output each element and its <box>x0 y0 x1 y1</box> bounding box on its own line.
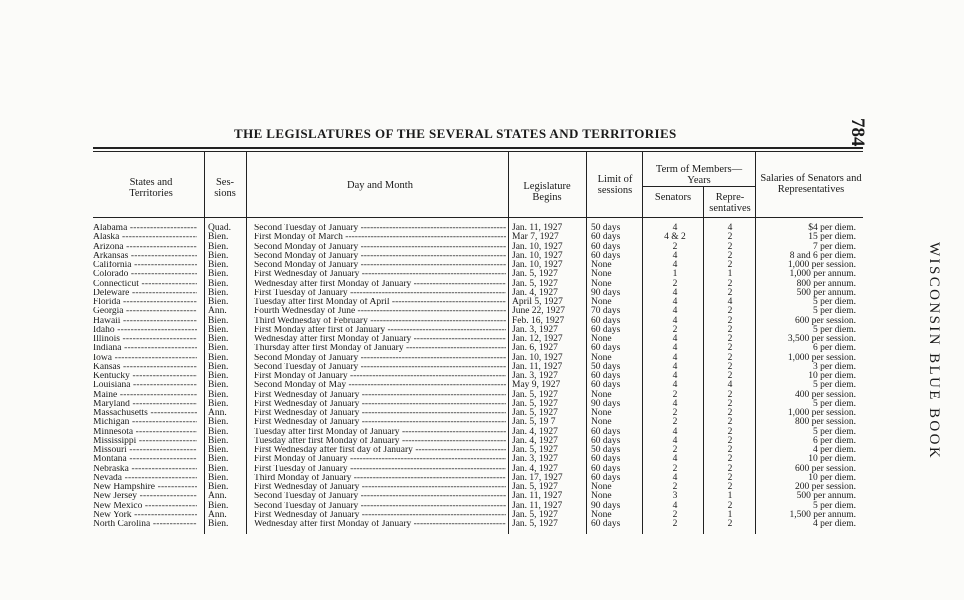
session-type: Quad. <box>208 223 231 233</box>
day-and-month: Tuesday after first Monday of April ----- <box>254 298 506 308</box>
salary: 4 per diem. <box>812 519 856 529</box>
session-limit: None <box>591 509 612 520</box>
salary: 10 per diem. <box>808 371 856 381</box>
session-type: Ann. <box>208 491 227 502</box>
table-top-rule <box>93 147 863 149</box>
senators-term: 4 <box>672 306 678 317</box>
salary: 1,000 per session. <box>787 260 856 270</box>
senators-term: 2 <box>672 278 678 289</box>
session-limit: 60 days <box>591 519 621 529</box>
senators-term: 2 <box>672 463 678 474</box>
session-limit: None <box>591 417 612 428</box>
session-limit: None <box>591 297 612 307</box>
state-name: Illinois ----- <box>93 335 197 345</box>
session-type: Bien. <box>208 260 229 270</box>
day-and-month: Tuesday after first Monday of January ----- <box>254 437 506 447</box>
day-and-month: First Monday of March ----- <box>254 233 506 243</box>
session-limit: 60 days <box>591 472 621 483</box>
term-subheader-rule <box>642 186 755 187</box>
legislature-begins: Jan. 11, 1927 <box>512 361 563 372</box>
representatives-term: 2 <box>727 408 733 418</box>
salary: 4 per diem. <box>812 445 856 455</box>
session-type: Bien. <box>208 269 229 280</box>
representatives-term: 1 <box>727 491 733 502</box>
session-limit: 60 days <box>591 232 621 243</box>
day-and-month: Third Wednesday of February ----- <box>254 317 506 327</box>
legislature-begins: Jan. 4, 1927 <box>512 463 558 474</box>
day-and-month: Second Monday of January ----- <box>254 354 506 364</box>
representatives-term: 2 <box>727 306 733 317</box>
representatives-term: 2 <box>727 463 733 474</box>
day-and-month: Second Tuesday of January ----- <box>254 492 506 502</box>
salary: 1,000 per annum. <box>789 269 856 280</box>
header-day-month: Day and Month <box>347 180 413 191</box>
session-type: Bien. <box>208 398 229 409</box>
session-type: Bien. <box>208 278 229 289</box>
representatives-term: 2 <box>727 371 733 381</box>
state-name: New Hampshire ----- <box>93 483 197 493</box>
session-limit: 60 days <box>591 454 621 465</box>
state-name: Hawaii ----- <box>93 317 197 327</box>
representatives-term: 2 <box>727 482 733 492</box>
representatives-term: 2 <box>727 241 733 252</box>
salary: 200 per session. <box>795 482 856 492</box>
session-type: Bien. <box>208 371 229 381</box>
state-name: Alaska ----- <box>93 233 197 243</box>
legislature-begins: Jan. 4, 1927 <box>512 287 558 298</box>
session-limit: None <box>591 408 612 418</box>
senators-term: 4 <box>672 315 678 326</box>
legislature-begins: Feb. 16, 1927 <box>512 315 565 326</box>
state-name: Louisiana ----- <box>93 381 197 391</box>
senators-term: 4 <box>672 361 678 372</box>
legislature-begins: June 22, 1927 <box>512 306 566 317</box>
representatives-term: 4 <box>727 223 733 233</box>
session-limit: 60 days <box>591 426 621 437</box>
session-limit: 60 days <box>591 315 621 326</box>
salary: 6 per diem. <box>812 343 856 354</box>
session-type: Bien. <box>208 472 229 483</box>
representatives-term: 2 <box>727 398 733 409</box>
day-and-month: Wednesday after first Monday of January ----- <box>254 335 506 345</box>
state-name: Arizona ----- <box>93 243 197 253</box>
session-type: Bien. <box>208 463 229 474</box>
day-and-month: Second Monday of January ----- <box>254 243 506 253</box>
session-type: Ann. <box>208 408 227 418</box>
legislature-begins: Jan. 5, 19 7 <box>512 417 556 428</box>
legislature-begins: May 9, 1927 <box>512 380 561 391</box>
legislature-begins: Jan. 6, 1927 <box>512 343 558 354</box>
representatives-term: 2 <box>727 417 733 428</box>
session-limit: 50 days <box>591 223 621 233</box>
representatives-term: 4 <box>727 297 733 307</box>
legislature-begins: Jan. 11, 1927 <box>512 500 563 511</box>
representatives-term: 2 <box>727 454 733 465</box>
salary: 1,500 per annum. <box>789 509 856 520</box>
session-limit: 70 days <box>591 306 621 317</box>
representatives-term: 2 <box>727 287 733 298</box>
state-name: Florida ----- <box>93 298 197 308</box>
header-bottom-rule <box>93 217 863 218</box>
state-name: New Jersey ----- <box>93 492 197 502</box>
day-and-month: First Wednesday of January ----- <box>254 418 506 428</box>
state-name: Michigan ----- <box>93 418 197 428</box>
header-representatives: Repre- sentatives <box>709 192 751 214</box>
representatives-term: 2 <box>727 426 733 437</box>
senators-term: 3 <box>672 491 678 502</box>
legislature-begins: Jan. 10, 1927 <box>512 352 563 363</box>
session-limit: 90 days <box>591 398 621 409</box>
state-name: Minnesota ----- <box>93 428 197 438</box>
senators-term: 4 <box>672 472 678 483</box>
session-type: Bien. <box>208 435 229 446</box>
salary: 500 per annum. <box>796 287 856 298</box>
session-type: Bien. <box>208 352 229 363</box>
legislature-begins: Mar 7, 1927 <box>512 232 559 243</box>
salary: 10 per diem. <box>808 454 856 465</box>
senators-term: 4 <box>672 223 678 233</box>
legislature-begins: Jan. 5, 1927 <box>512 269 558 280</box>
senators-term: 4 <box>672 426 678 437</box>
representatives-term: 2 <box>727 315 733 326</box>
senators-term: 4 <box>672 454 678 465</box>
day-and-month: Second Tuesday of January ----- <box>254 363 506 373</box>
state-name: Nevada ----- <box>93 474 197 484</box>
state-name: Idaho ----- <box>93 326 197 336</box>
session-type: Bien. <box>208 454 229 465</box>
senators-term: 4 <box>672 352 678 363</box>
session-type: Bien. <box>208 343 229 354</box>
session-limit: None <box>591 491 612 502</box>
session-limit: None <box>591 389 612 400</box>
senators-term: 2 <box>672 445 678 455</box>
session-type: Bien. <box>208 500 229 511</box>
senators-term: 4 <box>672 380 678 391</box>
representatives-term: 1 <box>727 509 733 520</box>
salary: 5 per diem. <box>812 398 856 409</box>
senators-term: 2 <box>672 241 678 252</box>
salary: 15 per diem. <box>808 232 856 243</box>
session-limit: 50 days <box>591 445 621 455</box>
session-limit: None <box>591 352 612 363</box>
representatives-term: 2 <box>727 334 733 344</box>
day-and-month: First Tuesday of January ----- <box>254 289 506 299</box>
state-name: Nebraska ----- <box>93 465 197 475</box>
senators-term: 1 <box>672 269 678 280</box>
senators-term: 4 <box>672 260 678 270</box>
session-type: Bien. <box>208 324 229 335</box>
state-name: Colorado ----- <box>93 270 197 280</box>
header-sessions: Ses- sions <box>214 177 236 199</box>
session-limit: None <box>591 260 612 270</box>
legislature-begins: Jan. 5, 1927 <box>512 509 558 520</box>
legislature-begins: Jan. 17, 1927 <box>512 472 563 483</box>
header-states: States and Territories <box>129 177 173 199</box>
header-limit: Limit of sessions <box>597 174 633 196</box>
salary: 500 per annum. <box>796 491 856 502</box>
representatives-term: 2 <box>727 250 733 261</box>
session-type: Bien. <box>208 519 229 529</box>
day-and-month: Second Monday of May ----- <box>254 381 506 391</box>
session-type: Bien. <box>208 241 229 252</box>
session-type: Bien. <box>208 232 229 243</box>
representatives-term: 2 <box>727 435 733 446</box>
legislature-begins: Jan. 11, 1927 <box>512 491 563 502</box>
senators-term: 4 <box>672 250 678 261</box>
salary: 1,000 per session. <box>787 408 856 418</box>
senators-term: 2 <box>672 417 678 428</box>
representatives-term: 2 <box>727 389 733 400</box>
session-limit: 60 days <box>591 380 621 391</box>
state-name: Maryland ----- <box>93 400 197 410</box>
session-type: Bien. <box>208 315 229 326</box>
legislature-begins: Jan. 4, 1927 <box>512 435 558 446</box>
senators-term: 4 <box>672 297 678 307</box>
session-limit: 60 days <box>591 463 621 474</box>
salary: 7 per diem. <box>812 241 856 252</box>
day-and-month: First Wednesday of January ----- <box>254 391 506 401</box>
day-and-month: Second Monday of January ----- <box>254 261 506 271</box>
senators-term: 4 <box>672 500 678 511</box>
representatives-term: 2 <box>727 352 733 363</box>
salary: 800 per session. <box>795 417 856 428</box>
legislature-begins: Jan. 11, 1927 <box>512 223 563 233</box>
session-type: Ann. <box>208 509 227 520</box>
senators-term: 4 <box>672 435 678 446</box>
salary: 3,500 per session. <box>787 334 856 344</box>
representatives-term: 2 <box>727 260 733 270</box>
salary: 5 per diem. <box>812 426 856 437</box>
senators-term: 4 <box>672 371 678 381</box>
session-type: Ann. <box>208 306 227 317</box>
salary: 5 per diem. <box>812 380 856 391</box>
state-name: Deleware ----- <box>93 289 197 299</box>
legislature-begins: Jan. 10, 1927 <box>512 260 563 270</box>
day-and-month: First Wednesday of January ----- <box>254 511 506 521</box>
session-type: Bien. <box>208 250 229 261</box>
session-type: Bien. <box>208 426 229 437</box>
legislature-begins: Jan. 3, 1927 <box>512 454 558 465</box>
salary: 5 per diem. <box>812 500 856 511</box>
senators-term: 4 <box>672 334 678 344</box>
day-and-month: Wednesday after first Monday of January ----- <box>254 520 506 530</box>
day-and-month: Wednesday after first Monday of January ----- <box>254 280 506 290</box>
page-number: 784 <box>847 118 868 147</box>
legislature-begins: Jan. 3, 1927 <box>512 371 558 381</box>
day-and-month: First Tuesday of January ----- <box>254 465 506 475</box>
state-name: Maine ----- <box>93 391 197 401</box>
state-name: Arkansas ----- <box>93 252 197 262</box>
legislature-begins: Jan. 5, 1927 <box>512 445 558 455</box>
state-name: Missouri ----- <box>93 446 197 456</box>
session-type: Bien. <box>208 334 229 344</box>
salary: 400 per session. <box>795 389 856 400</box>
legislature-begins: Jan. 4, 1927 <box>512 426 558 437</box>
table-row <box>0 520 964 529</box>
senators-term: 2 <box>672 389 678 400</box>
session-limit: 60 days <box>591 343 621 354</box>
representatives-term: 2 <box>727 519 733 529</box>
legislature-begins: April 5, 1927 <box>512 297 563 307</box>
session-limit: 60 days <box>591 371 621 381</box>
day-and-month: First Wednesday of January ----- <box>254 483 506 493</box>
header-legislature: Legislature Begins <box>523 181 571 203</box>
session-limit: None <box>591 278 612 289</box>
legislature-begins: Jan. 12, 1927 <box>512 334 563 344</box>
salary: 8 and 6 per diem. <box>789 250 856 261</box>
session-limit: 50 days <box>591 361 621 372</box>
representatives-term: 2 <box>727 361 733 372</box>
day-and-month: Second Monday of January ----- <box>254 252 506 262</box>
representatives-term: 2 <box>727 324 733 335</box>
legislature-begins: Jan. 10, 1927 <box>512 250 563 261</box>
header-term: Term of Members— Years <box>655 164 743 186</box>
salary: 800 per annum. <box>796 278 856 289</box>
session-limit: None <box>591 269 612 280</box>
legislature-begins: Jan. 3, 1927 <box>512 324 558 335</box>
session-type: Bien. <box>208 417 229 428</box>
state-name: Kansas ----- <box>93 363 197 373</box>
session-limit: None <box>591 334 612 344</box>
salary: 10 per diem. <box>808 472 856 483</box>
state-name: North Carolina ----- <box>93 520 197 530</box>
senators-term: 4 <box>672 398 678 409</box>
page-title: THE LEGISLATURES OF THE SEVERAL STATES AND TERRITORIES <box>234 126 677 141</box>
state-name: Alabama ----- <box>93 224 197 234</box>
legislature-begins: Jan. 5, 1927 <box>512 278 558 289</box>
state-name: New Mexico ----- <box>93 502 197 512</box>
representatives-term: 2 <box>727 445 733 455</box>
session-limit: 60 days <box>591 241 621 252</box>
state-name: Connecticut ----- <box>93 280 197 290</box>
salary: 600 per session. <box>795 463 856 474</box>
salary: 600 per session. <box>795 315 856 326</box>
representatives-term: 1 <box>727 269 733 280</box>
salary: 5 per diem. <box>812 306 856 317</box>
session-limit: 60 days <box>591 435 621 446</box>
day-and-month: First Monday after first of January ----- <box>254 326 506 336</box>
senators-term: 2 <box>672 519 678 529</box>
state-name: Georgia ----- <box>93 307 197 317</box>
session-limit: None <box>591 482 612 492</box>
salary: 6 per diem. <box>812 435 856 446</box>
session-type: Bien. <box>208 389 229 400</box>
state-name: California ----- <box>93 261 197 271</box>
day-and-month: First Monday of January ----- <box>254 372 506 382</box>
header-senators: Senators <box>654 192 692 203</box>
day-and-month: First Wednesday of January ----- <box>254 400 506 410</box>
legislature-begins: Jan. 5, 1927 <box>512 519 558 529</box>
legislature-begins: Jan. 5, 1927 <box>512 482 558 492</box>
legislature-begins: Jan. 5, 1927 <box>512 389 558 400</box>
session-type: Bien. <box>208 361 229 372</box>
day-and-month: Tuesday after first Monday of January ----- <box>254 428 506 438</box>
representatives-term: 2 <box>727 232 733 243</box>
session-type: Bien. <box>208 297 229 307</box>
day-and-month: Fourth Wednesday of June ----- <box>254 307 506 317</box>
senators-term: 2 <box>672 482 678 492</box>
session-type: Bien. <box>208 482 229 492</box>
state-name: Massachusetts ----- <box>93 409 197 419</box>
day-and-month: First Wednesday after first day of January ----- <box>254 446 506 456</box>
table-top-rule-thin <box>93 151 863 152</box>
state-name: Mississippi ----- <box>93 437 197 447</box>
senators-term: 4 <box>672 287 678 298</box>
salary: 5 per diem. <box>812 297 856 307</box>
day-and-month: First Wednesday of January ----- <box>254 270 506 280</box>
session-limit: 90 days <box>591 500 621 511</box>
senators-term: 2 <box>672 324 678 335</box>
state-name: Indiana ----- <box>93 344 197 354</box>
day-and-month: Thursday after first Monday of January ----- <box>254 344 506 354</box>
legislature-begins: Jan. 10, 1927 <box>512 241 563 252</box>
running-head: WISCONSIN BLUE BOOK <box>926 242 942 461</box>
state-name: Montana ----- <box>93 455 197 465</box>
legislature-begins: Jan. 5, 1927 <box>512 398 558 409</box>
senators-term: 4 <box>672 343 678 354</box>
salary: 1,000 per session. <box>787 352 856 363</box>
representatives-term: 4 <box>727 380 733 391</box>
session-limit: 60 days <box>591 324 621 335</box>
state-name: Iowa ----- <box>93 354 197 364</box>
day-and-month: Second Tuesday of January ----- <box>254 502 506 512</box>
header-salaries: Salaries of Senators and Representatives <box>760 173 862 195</box>
day-and-month: First Monday of January ----- <box>254 455 506 465</box>
legislature-begins: Jan. 5, 1927 <box>512 408 558 418</box>
session-type: Bien. <box>208 380 229 391</box>
day-and-month: First Wednesday of January ----- <box>254 409 506 419</box>
session-limit: 60 days <box>591 250 621 261</box>
salary: 5 per diem. <box>812 324 856 335</box>
senators-term: 2 <box>672 408 678 418</box>
session-type: Bien. <box>208 445 229 455</box>
session-type: Bien. <box>208 287 229 298</box>
session-limit: 90 days <box>591 287 621 298</box>
salary: $4 per diem. <box>808 223 856 233</box>
representatives-term: 2 <box>727 278 733 289</box>
salary: 3 per diem. <box>812 361 856 372</box>
state-name: Kentucky ----- <box>93 372 197 382</box>
senators-term: 4 & 2 <box>664 232 686 243</box>
representatives-term: 2 <box>727 343 733 354</box>
day-and-month: Third Monday of January ----- <box>254 474 506 484</box>
representatives-term: 2 <box>727 500 733 511</box>
representatives-term: 2 <box>727 472 733 483</box>
senators-term: 2 <box>672 509 678 520</box>
day-and-month: Second Tuesday of January ----- <box>254 224 506 234</box>
state-name: New York ----- <box>93 511 197 521</box>
